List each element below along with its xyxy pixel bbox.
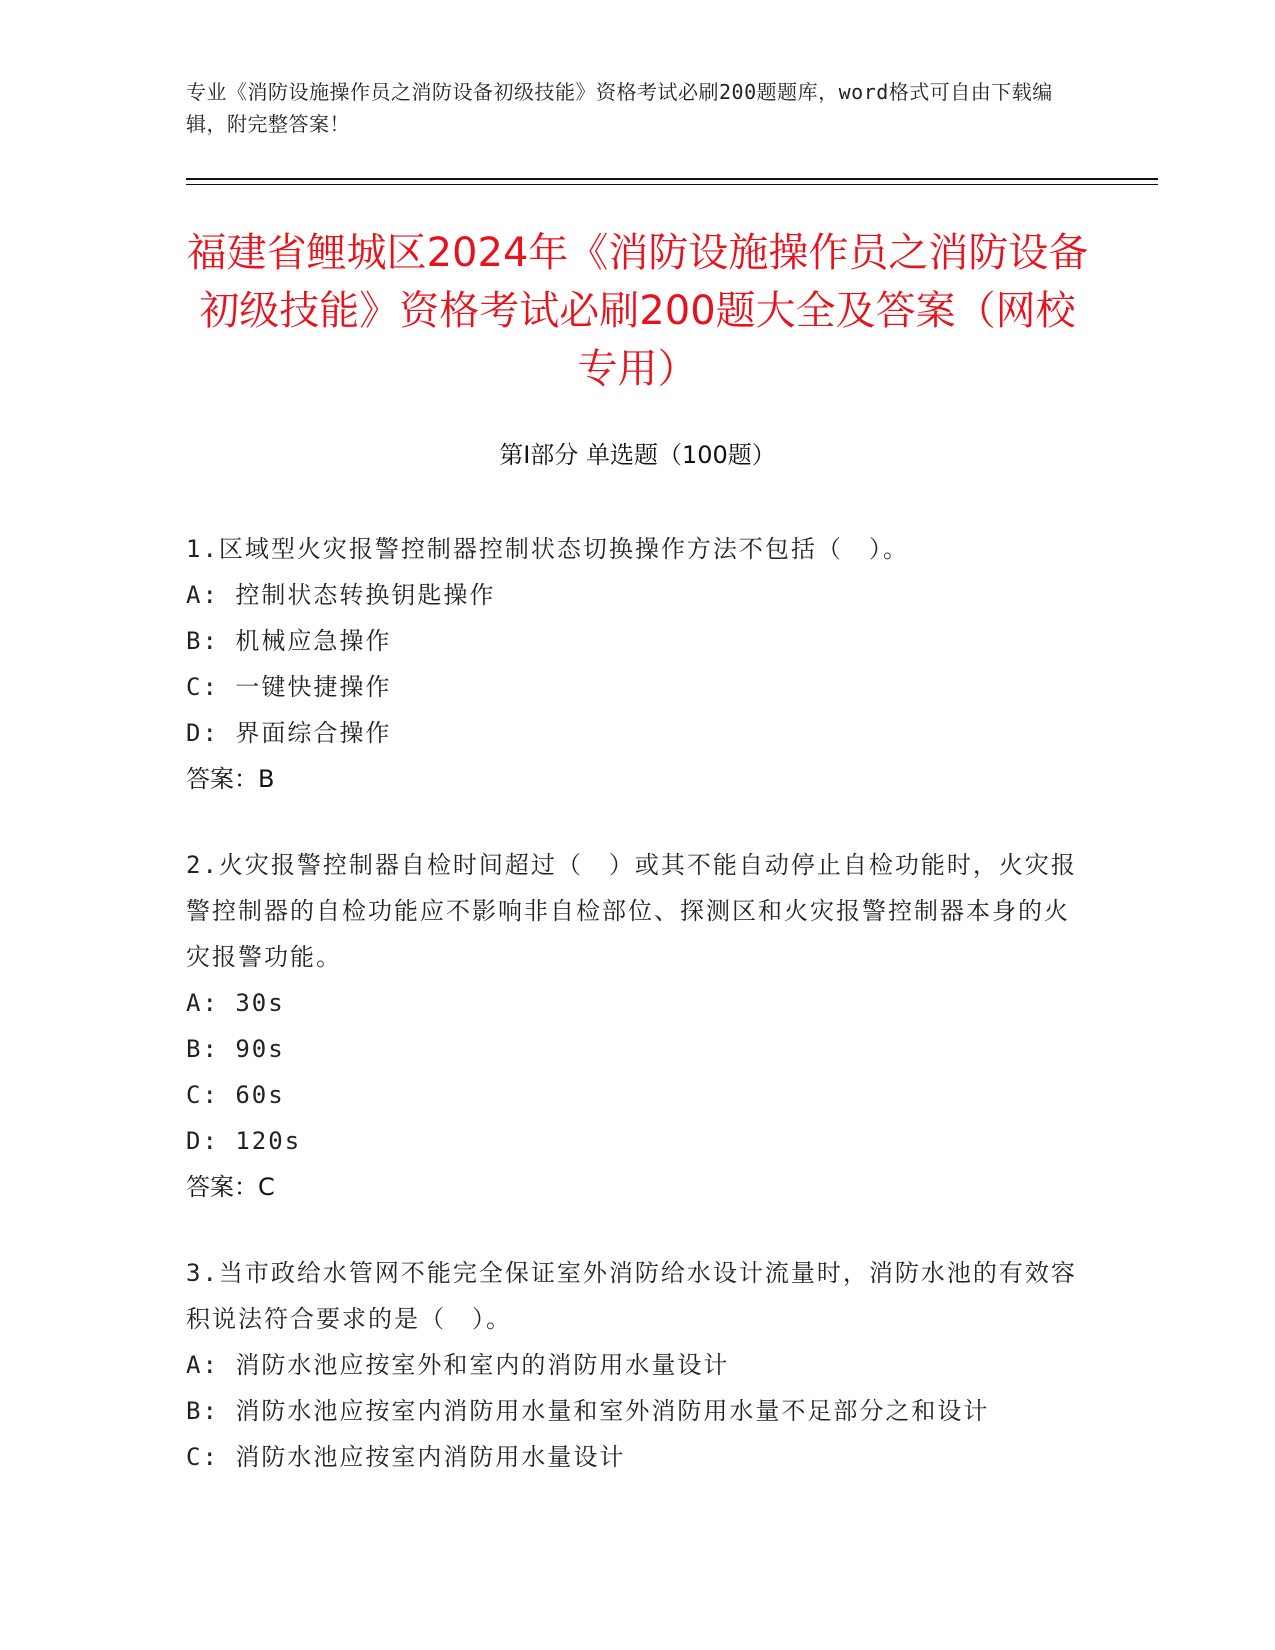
option-a: A: 控制状态转换钥匙操作 xyxy=(186,581,496,609)
option-b: B: 90s xyxy=(186,1035,285,1063)
option-d: D: 界面综合操作 xyxy=(186,719,392,747)
question-stem: 1.区域型火灾报警控制器控制状态切换操作方法不包括（ ）。 xyxy=(186,535,909,563)
header-note: 专业《消防设施操作员之消防设备初级技能》资格考试必刷200题题库，word格式可自由下载编辑，附完整答案！ xyxy=(186,80,1053,136)
question-list xyxy=(186,526,1086,1520)
question-1 xyxy=(186,526,1086,802)
option-b: B: 机械应急操作 xyxy=(186,627,392,655)
document-title: 福建省鲤城区2024年《消防设施操作员之消防设备初级技能》资格考试必刷200题大全及答案（网校专用） xyxy=(186,230,1089,392)
option-d: D: 120s xyxy=(186,1127,302,1155)
option-b: B: 消防水池应按室内消防用水量和室外消防用水量不足部分之和设计 xyxy=(186,1397,990,1425)
question-stem: 2.火灾报警控制器自检时间超过（ ）或其不能自动停止自检功能时，火灾报警控制器的自检功能应不影响非自检部位、探测区和火灾报警控制器本身的火灾报警功能。 xyxy=(186,851,1077,971)
option-c: C: 一键快捷操作 xyxy=(186,673,392,701)
question-2 xyxy=(186,842,1086,1210)
option-a: A: 消防水池应按室外和室内的消防用水量设计 xyxy=(186,1351,730,1379)
section-heading: 第I部分 单选题（100题） xyxy=(499,441,776,469)
question-answer: 答案：B xyxy=(186,765,275,793)
header-divider-thick xyxy=(186,178,1158,180)
option-a: A: 30s xyxy=(186,989,285,1017)
option-c: C: 消防水池应按室内消防用水量设计 xyxy=(186,1443,626,1471)
question-stem: 3.当市政给水管网不能完全保证室外消防给水设计流量时，消防水池的有效容积说法符合要求的是（ ）。 xyxy=(186,1259,1077,1333)
option-c: C: 60s xyxy=(186,1081,285,1109)
question-answer: 答案：C xyxy=(186,1173,275,1201)
header-divider-thin xyxy=(186,184,1158,185)
question-3 xyxy=(186,1250,1086,1480)
